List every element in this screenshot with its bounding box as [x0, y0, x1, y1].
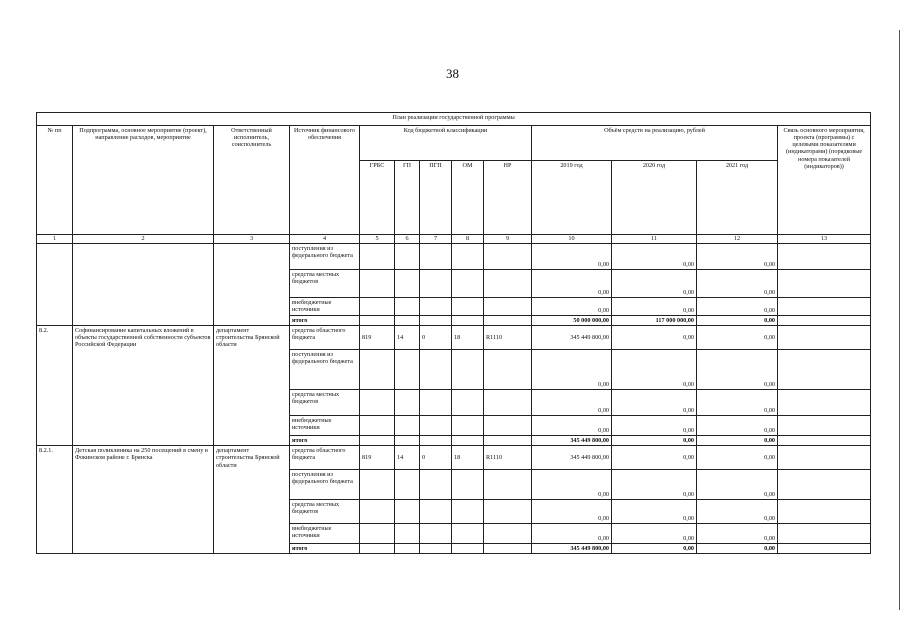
column-number-cell: 1	[37, 235, 73, 244]
om-cell	[452, 500, 484, 524]
value-2021-cell: 0,00	[697, 350, 778, 390]
header-source: Источник финансового обеспечения	[290, 126, 360, 235]
link-cell	[778, 436, 871, 446]
table-caption: План реализации государственной программы	[37, 113, 871, 126]
value-2020-cell: 0,00	[612, 326, 697, 350]
np-cell	[484, 416, 532, 436]
item-number-cell: 8.2.	[37, 326, 73, 446]
source-cell: поступления из федерального бюджета	[290, 350, 360, 390]
source-cell: итого	[290, 544, 360, 554]
column-number-cell: 5	[360, 235, 395, 244]
code-cell	[395, 244, 420, 270]
value-2020-cell: 0,00	[612, 416, 697, 436]
link-cell	[778, 446, 871, 470]
code-cell	[420, 298, 452, 316]
pgp-cell	[420, 350, 452, 390]
source-cell: итого	[290, 316, 360, 326]
code-cell	[360, 244, 395, 270]
value-2021-cell: 0,00	[697, 390, 778, 416]
link-cell	[778, 390, 871, 416]
value-2019-cell: 0,00	[532, 500, 612, 524]
code-cell	[360, 270, 395, 298]
om-cell	[452, 436, 484, 446]
source-cell: средства местных бюджетов	[290, 500, 360, 524]
grbs-cell: 819	[360, 446, 395, 470]
header-grbs: ГРБС	[360, 161, 395, 235]
table-row	[37, 446, 871, 470]
header-gp: ГП	[395, 161, 420, 235]
header-np: НР	[484, 161, 532, 235]
column-number-cell: 13	[778, 235, 871, 244]
om-cell	[452, 524, 484, 544]
value-2020-cell: 0,00	[612, 270, 697, 298]
pgp-cell	[420, 500, 452, 524]
grbs-cell	[360, 500, 395, 524]
code-cell	[420, 244, 452, 270]
np-cell	[484, 500, 532, 524]
gp-cell	[395, 500, 420, 524]
grbs-cell	[360, 524, 395, 544]
column-number-cell: 6	[395, 235, 420, 244]
np-cell	[484, 390, 532, 416]
code-cell	[420, 316, 452, 326]
header-2020: 2020 год	[612, 161, 697, 235]
header-om: ОМ	[452, 161, 484, 235]
gp-cell: 14	[395, 326, 420, 350]
link-cell	[778, 270, 871, 298]
gp-cell	[395, 390, 420, 416]
code-cell	[484, 270, 532, 298]
source-cell: итого	[290, 436, 360, 446]
value-2020-cell: 0,00	[612, 500, 697, 524]
value-2020-cell: 0,00	[612, 544, 697, 554]
table-row	[37, 244, 871, 270]
source-cell: средства областного бюджета	[290, 446, 360, 470]
value-2021-cell: 0,00	[697, 470, 778, 500]
header-link: Связь основного мероприятия, проекта (программы) с целевыми показателями (индикаторами) (порядковые номера показателей (индикаторов))	[778, 126, 871, 235]
grbs-cell	[360, 416, 395, 436]
value-2021-cell: 0,00	[697, 446, 778, 470]
grbs-cell	[360, 390, 395, 416]
value-2021-cell: 0,00	[697, 500, 778, 524]
value-2021-cell: 0,00	[697, 544, 778, 554]
value-2021-cell: 0,00	[697, 326, 778, 350]
value-2020-cell: 0,00	[612, 446, 697, 470]
np-cell	[484, 470, 532, 500]
gp-cell	[395, 350, 420, 390]
value-2020-cell: 0,00	[612, 390, 697, 416]
value-2019-cell: 0,00	[532, 244, 612, 270]
cont-executor-cell	[214, 244, 290, 326]
value-2021-cell: 0,00	[697, 270, 778, 298]
value-2021-cell: 0,00	[697, 416, 778, 436]
source-cell: внебюджетные источники	[290, 298, 360, 316]
page-number: 38	[446, 66, 459, 81]
link-cell	[778, 470, 871, 500]
value-2021-cell: 0,00	[697, 524, 778, 544]
value-2021-cell: 0,00	[697, 316, 778, 326]
value-2019-cell: 345 449 800,00	[532, 326, 612, 350]
np-cell	[484, 524, 532, 544]
code-cell	[420, 270, 452, 298]
link-cell	[778, 544, 871, 554]
value-2020-cell: 0,00	[612, 298, 697, 316]
om-cell	[452, 350, 484, 390]
column-number-cell: 10	[532, 235, 612, 244]
pgp-cell	[420, 390, 452, 416]
code-cell	[360, 298, 395, 316]
np-cell: R1110	[484, 326, 532, 350]
np-cell	[484, 544, 532, 554]
gp-cell	[395, 524, 420, 544]
page-edge-line	[899, 30, 900, 610]
code-cell	[395, 316, 420, 326]
column-number-cell: 7	[420, 235, 452, 244]
pgp-cell	[420, 524, 452, 544]
om-cell	[452, 544, 484, 554]
pgp-cell	[420, 416, 452, 436]
code-cell	[395, 298, 420, 316]
value-2020-cell: 0,00	[612, 244, 697, 270]
source-cell: средства местных бюджетов	[290, 270, 360, 298]
header-2021: 2021 год	[697, 161, 778, 235]
value-2021-cell: 0,00	[697, 298, 778, 316]
link-cell	[778, 500, 871, 524]
code-cell	[452, 298, 484, 316]
value-2019-cell: 0,00	[532, 524, 612, 544]
column-number-cell: 9	[484, 235, 532, 244]
value-2020-cell: 0,00	[612, 524, 697, 544]
item-name-cell: Детская поликлиника на 250 посещений в смену в Фокинском районе г. Брянска	[73, 446, 214, 554]
value-2021-cell: 0,00	[697, 244, 778, 270]
grbs-cell	[360, 436, 395, 446]
value-2020-cell: 117 000 000,00	[612, 316, 697, 326]
link-cell	[778, 350, 871, 390]
value-2021-cell: 0,00	[697, 436, 778, 446]
value-2019-cell: 345 449 800,00	[532, 544, 612, 554]
np-cell	[484, 350, 532, 390]
code-cell	[452, 270, 484, 298]
item-executor-cell: департамент строительства Брянской области	[214, 446, 290, 554]
grbs-cell: 819	[360, 326, 395, 350]
source-cell: средства местных бюджетов	[290, 390, 360, 416]
value-2019-cell: 345 449 800,00	[532, 436, 612, 446]
code-cell	[452, 244, 484, 270]
column-number-cell: 11	[612, 235, 697, 244]
code-cell	[484, 244, 532, 270]
value-2020-cell: 0,00	[612, 470, 697, 500]
pgp-cell	[420, 544, 452, 554]
value-2019-cell: 0,00	[532, 416, 612, 436]
np-cell	[484, 436, 532, 446]
header-pgp: ПГП	[420, 161, 452, 235]
value-2020-cell: 0,00	[612, 350, 697, 390]
np-cell: R1110	[484, 446, 532, 470]
table-row	[37, 326, 871, 350]
pgp-cell	[420, 436, 452, 446]
plan-table	[36, 112, 871, 554]
source-cell: поступления из федерального бюджета	[290, 470, 360, 500]
code-cell	[395, 270, 420, 298]
link-cell	[778, 416, 871, 436]
header-name: Подпрограмма, основное мероприятие (проект), направление расходов, мероприятие	[73, 126, 214, 235]
value-2019-cell: 0,00	[532, 270, 612, 298]
header-2019: 2019 год	[532, 161, 612, 235]
om-cell	[452, 470, 484, 500]
link-cell	[778, 326, 871, 350]
value-2019-cell: 0,00	[532, 470, 612, 500]
source-cell: внебюджетные источники	[290, 416, 360, 436]
gp-cell	[395, 544, 420, 554]
item-name-cell: Софинансирование капитальных вложений в объекты государственной собственности субъектов Российской Федерации	[73, 326, 214, 446]
cont-num-cell	[37, 244, 73, 326]
source-cell: поступления из федерального бюджета	[290, 244, 360, 270]
value-2019-cell: 50 000 000,00	[532, 316, 612, 326]
code-cell	[484, 298, 532, 316]
value-2019-cell: 0,00	[532, 298, 612, 316]
header-volume: Объём средств на реализацию, рублей	[532, 126, 778, 161]
om-cell: 18	[452, 446, 484, 470]
column-number-cell: 3	[214, 235, 290, 244]
pgp-cell: 0	[420, 446, 452, 470]
code-cell	[452, 316, 484, 326]
om-cell: 18	[452, 326, 484, 350]
cont-name-cell	[73, 244, 214, 326]
item-number-cell: 8.2.1.	[37, 446, 73, 554]
header-num: № пп	[37, 126, 73, 235]
om-cell	[452, 416, 484, 436]
source-cell: внебюджетные источники	[290, 524, 360, 544]
value-2020-cell: 0,00	[612, 436, 697, 446]
link-cell	[778, 298, 871, 316]
gp-cell: 14	[395, 446, 420, 470]
column-number-cell: 8	[452, 235, 484, 244]
value-2019-cell: 345 449 800,00	[532, 446, 612, 470]
link-cell	[778, 316, 871, 326]
column-number-cell: 4	[290, 235, 360, 244]
gp-cell	[395, 416, 420, 436]
code-cell	[484, 316, 532, 326]
column-number-row	[37, 235, 871, 244]
pgp-cell: 0	[420, 326, 452, 350]
gp-cell	[395, 470, 420, 500]
column-number-cell: 12	[697, 235, 778, 244]
pgp-cell	[420, 470, 452, 500]
item-executor-cell: департамент строительства Брянской области	[214, 326, 290, 446]
source-cell: средства областного бюджета	[290, 326, 360, 350]
header-executor: Ответственный исполнитель, соисполнитель	[214, 126, 290, 235]
link-cell	[778, 244, 871, 270]
link-cell	[778, 524, 871, 544]
grbs-cell	[360, 470, 395, 500]
header-budget-code: Код бюджетной классификации	[360, 126, 532, 161]
value-2019-cell: 0,00	[532, 390, 612, 416]
grbs-cell	[360, 544, 395, 554]
column-number-cell: 2	[73, 235, 214, 244]
om-cell	[452, 390, 484, 416]
grbs-cell	[360, 350, 395, 390]
value-2019-cell: 0,00	[532, 350, 612, 390]
code-cell	[360, 316, 395, 326]
gp-cell	[395, 436, 420, 446]
